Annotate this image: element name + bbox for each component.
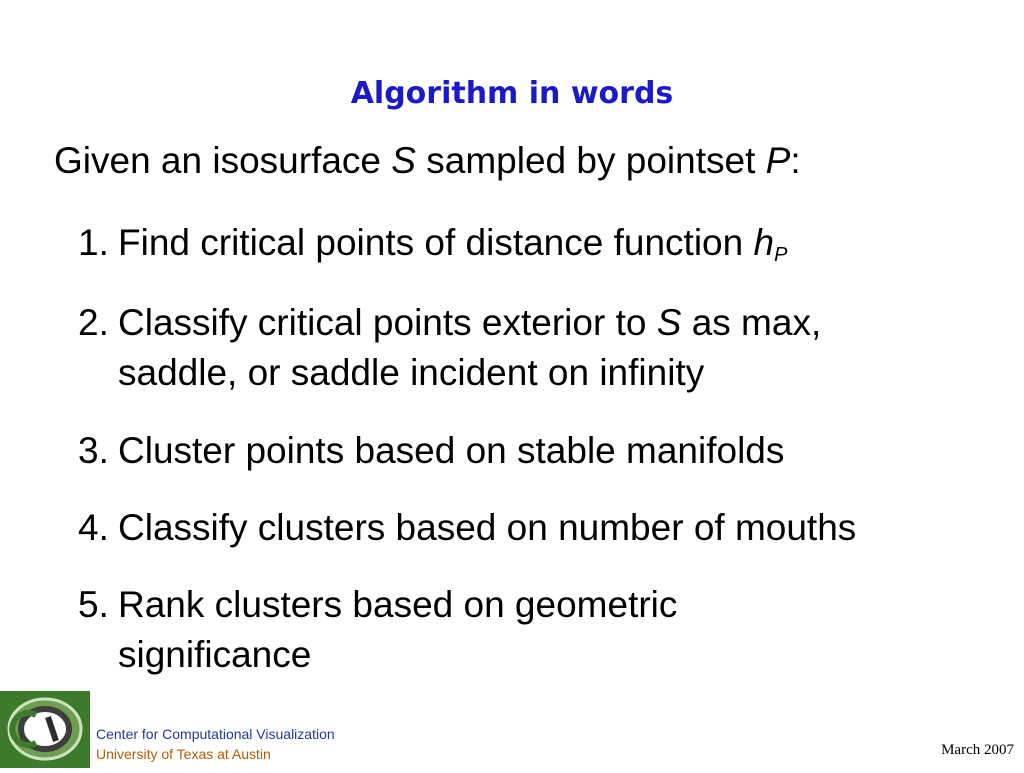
intro-var-s: S (391, 140, 416, 181)
list-text-line2: saddle, or saddle incident on infinity (118, 352, 705, 393)
footer-organization (96, 724, 335, 764)
list-number: 5. (78, 584, 109, 625)
list-number: 3. (78, 430, 109, 471)
intro-var-p: P (765, 140, 791, 181)
footer-org-line2: University of Texas at Austin (96, 746, 271, 762)
list-item-1 (78, 218, 787, 280)
intro-text-before: Given an isosurface (54, 140, 392, 181)
var-p-subscript: P (774, 244, 788, 266)
footer-org-line1: Center for Computational Visualization (96, 726, 335, 742)
list-text: Find critical points of distance function (118, 222, 754, 263)
list-text-cont: as max, (681, 302, 822, 343)
list-item-5 (78, 580, 677, 680)
list-text: Rank clusters based on geometric (118, 584, 678, 625)
var-s: S (656, 302, 682, 343)
list-item-4 (78, 503, 856, 553)
intro-text-after: : (790, 140, 801, 181)
ccv-logo-icon (0, 691, 90, 768)
intro-sentence (54, 140, 801, 182)
footer-date: March 2007 (941, 742, 1014, 758)
list-text: Cluster points based on stable manifolds (118, 430, 785, 471)
list-number: 2. (78, 302, 109, 343)
list-item-3 (78, 426, 784, 476)
list-text: Classify clusters based on number of mouths (118, 507, 857, 548)
slide-title: Algorithm in words (350, 76, 674, 111)
list-text: Classify critical points exterior to (118, 302, 657, 343)
list-item-2 (78, 298, 821, 398)
list-number: 1. (78, 222, 109, 263)
list-number: 4. (78, 507, 109, 548)
intro-text-middle: sampled by pointset (415, 140, 766, 181)
var-h: h (753, 222, 775, 263)
list-text-line2: significance (118, 634, 312, 675)
